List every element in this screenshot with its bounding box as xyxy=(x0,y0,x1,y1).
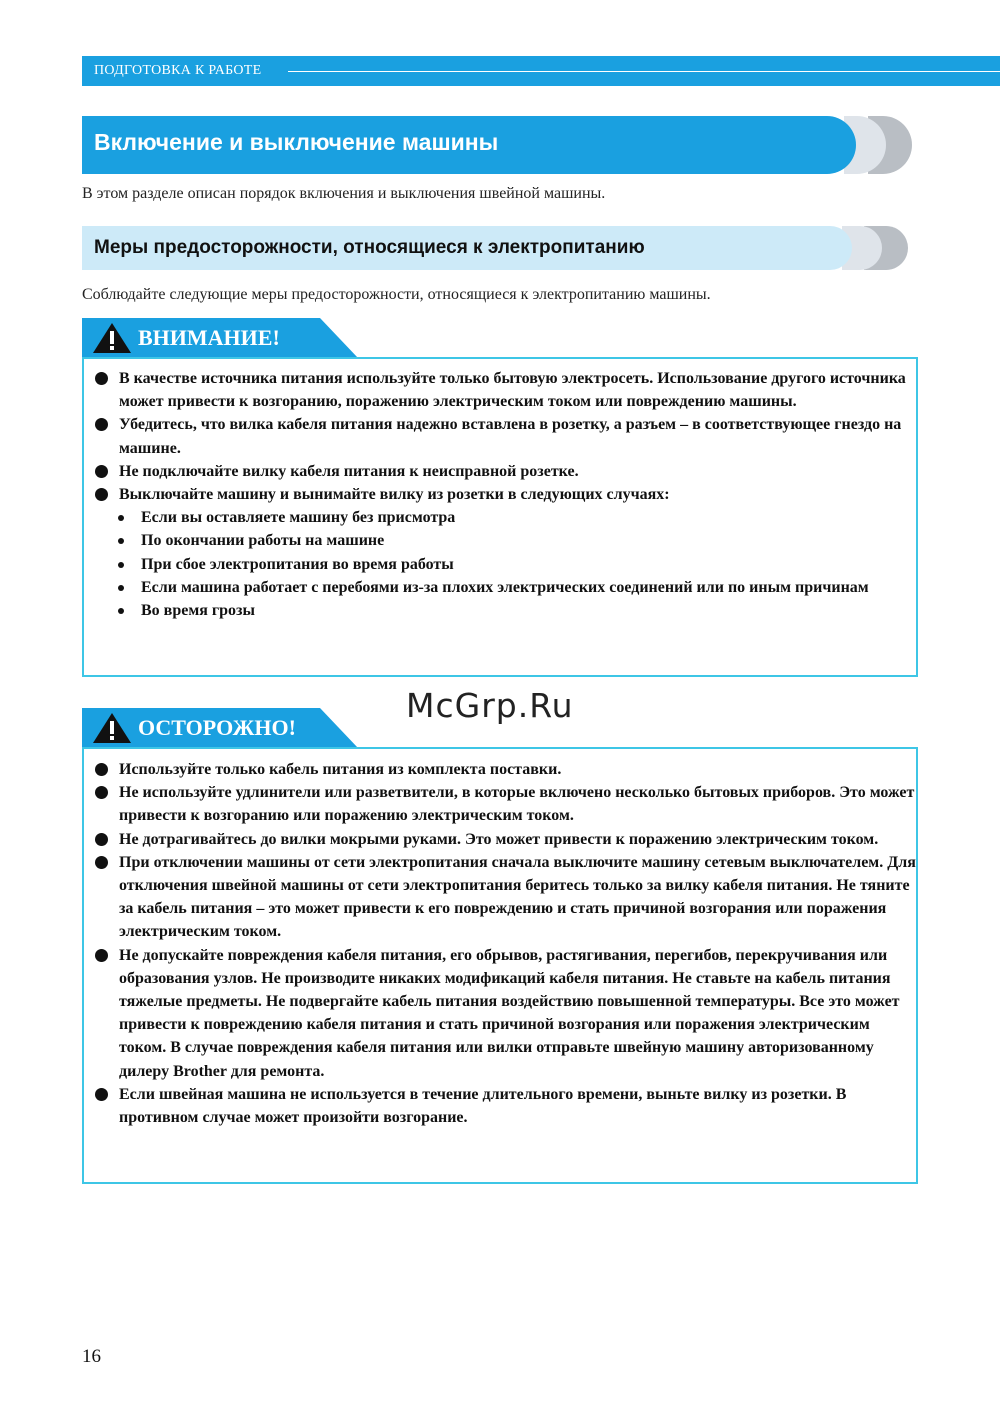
subheading-banner xyxy=(82,226,852,270)
watermark: McGrp.Ru xyxy=(406,686,574,725)
caution-item-text: При отключении машины от сети электропитания сначала выключите машину сетевым выключателем. Для отключения швейной машины от сети электропитания беритесь только за вилку кабеля питания. Не тяните за кабель питания – это может привести к его повреждению и стать причиной возгорания или поражения электрическим током. xyxy=(119,853,916,941)
bullet-icon xyxy=(95,786,108,799)
bullet-icon xyxy=(95,372,108,385)
bullet-icon xyxy=(95,763,108,776)
bullet-icon xyxy=(95,418,108,431)
warning-subitem-text: При сбое электропитания во время работы xyxy=(141,555,454,573)
caution-item-text: Используйте только кабель питания из комплекта поставки. xyxy=(119,761,562,778)
bullet-icon xyxy=(95,1088,108,1101)
subheading: Меры предосторожности, относящиеся к электропитанию xyxy=(94,237,645,258)
bullet-icon xyxy=(95,856,108,869)
caution-triangle-icon xyxy=(92,712,132,744)
sub-list-item xyxy=(84,506,916,529)
list-item xyxy=(84,851,916,944)
bullet-icon xyxy=(95,488,108,501)
warning-tab xyxy=(82,318,358,358)
bullet-icon xyxy=(95,949,108,962)
warning-box xyxy=(82,357,918,677)
page-title-banner xyxy=(82,116,856,174)
dot-icon xyxy=(118,585,124,591)
warning-subitem-text: По окончании работы на машине xyxy=(141,532,385,550)
dot-icon xyxy=(118,608,124,614)
list-item xyxy=(84,413,916,459)
bullet-icon xyxy=(95,465,108,478)
list-item xyxy=(84,1083,916,1129)
page-number: 16 xyxy=(82,1346,101,1367)
caution-box xyxy=(82,747,918,1184)
caution-item-text: Не дотрагивайтесь до вилки мокрыми руками. Это может привести к поражению электрическим током. xyxy=(119,830,879,848)
warning-subitem-text: Во время грозы xyxy=(141,602,255,620)
warning-list xyxy=(84,367,916,622)
caution-list xyxy=(84,758,916,1129)
dot-icon xyxy=(118,562,124,568)
header-bar xyxy=(82,56,1000,86)
list-item xyxy=(84,828,916,851)
sub-list-item xyxy=(84,529,916,552)
warning-triangle-icon xyxy=(92,322,132,354)
caution-tab xyxy=(82,708,358,748)
list-item xyxy=(84,781,916,827)
subheading-intro-text: Соблюдайте следующие меры предосторожности, относящиеся к электропитанию машины. xyxy=(82,286,711,303)
list-item xyxy=(84,483,916,506)
warning-item-text: Выключайте машину и вынимайте вилку из розетки в следующих случаях: xyxy=(119,486,670,504)
warning-subitem-text: Если вы оставляете машину без присмотра xyxy=(141,509,456,527)
sub-list-item xyxy=(84,599,916,622)
warning-label: ВНИМАНИЕ! xyxy=(138,325,280,350)
warning-item-text: Не подключайте вилку кабеля питания к неисправной розетке. xyxy=(119,462,579,480)
page-title: Включение и выключение машины xyxy=(94,129,499,155)
caution-label: ОСТОРОЖНО! xyxy=(138,715,296,740)
list-item xyxy=(84,367,916,413)
warning-item-text: Убедитесь, что вилка кабеля питания надежно вставлена в розетку, а разъем – в соответствующее гнездо на машине. xyxy=(119,416,902,457)
caution-item-text: Не используйте удлинители или разветвители, в которые включено несколько бытовых приборов. Это может привести к возгоранию или поражению электрическим током. xyxy=(119,784,915,825)
sub-list-item xyxy=(84,576,916,599)
intro-text: В этом разделе описан порядок включения и выключения швейной машины. xyxy=(82,185,606,202)
caution-item-text: Если швейная машина не используется в течение длительного времени, выньте вилку из розетки. В противном случае может произойти возгорание. xyxy=(119,1085,847,1127)
warning-subitem-text: Если машина работает с перебоями из-за плохих электрических соединений или по иным причинам xyxy=(141,578,869,596)
dot-icon xyxy=(118,515,124,521)
dot-icon xyxy=(118,538,124,544)
bullet-icon xyxy=(95,833,108,846)
caution-item-text: Не допускайте повреждения кабеля питания, его обрывов, растягивания, перегибов, перекручивания или образования узлов. Не производите никаких модификаций кабеля питания. Не ставьте на кабель питания тяжелые предметы. Не подвергайте кабель питания воздействию повышенной температуры. Все это может привести к повреждению кабеля питания и стать причиной возгорания или поражения электрическим током. В случае повреждения кабеля питания или вилки отправьте швейную машину авторизованному дилеру Brother для ремонта. xyxy=(119,946,900,1080)
list-item xyxy=(84,758,916,781)
section-label: ПОДГОТОВКА К РАБОТЕ xyxy=(94,63,262,78)
list-item xyxy=(84,944,916,1083)
list-item xyxy=(84,460,916,483)
header-rule xyxy=(288,71,1000,72)
warning-item-text: В качестве источника питания используйте только бытовую электросеть. Использование другого источника может привести к возгоранию, поражению электрическим током или повреждению машины. xyxy=(119,370,906,411)
sub-list-item xyxy=(84,553,916,576)
